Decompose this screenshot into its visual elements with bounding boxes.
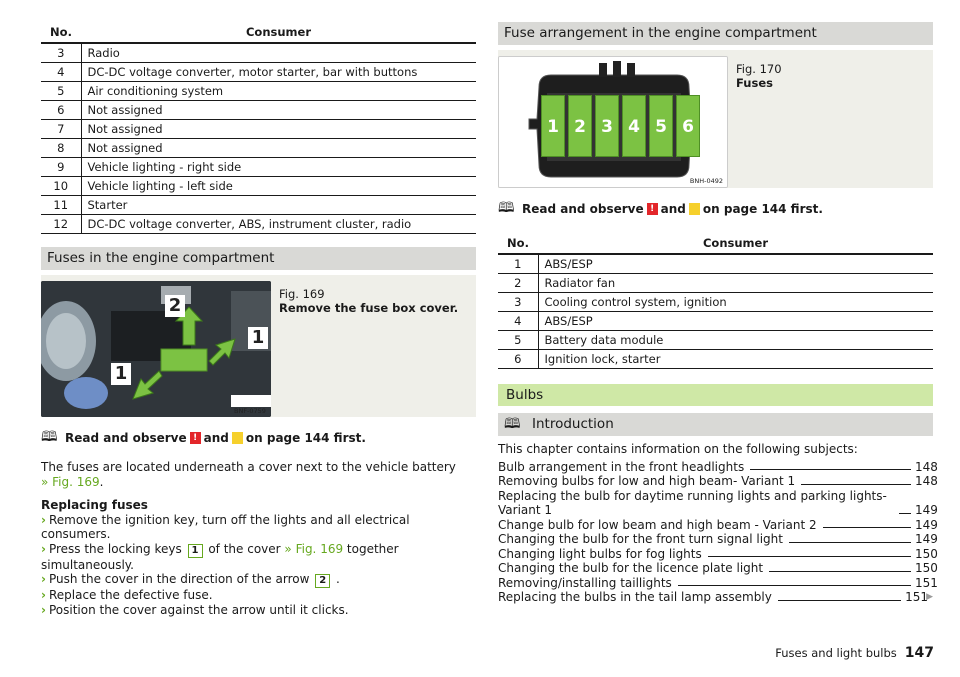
fuse-number: 4 — [498, 312, 538, 331]
step-text: of the cover — [208, 541, 281, 556]
toc-page: 151 — [915, 575, 938, 590]
fuse-consumer: Not assigned — [81, 139, 476, 158]
fuse-number: 11 — [41, 196, 81, 215]
step-text: Replace the defective fuse. — [48, 588, 213, 602]
intro-text: This chapter contains information on the following subjects: — [498, 442, 858, 456]
chevron-right-icon: › — [41, 602, 46, 617]
toc-entry[interactable] — [498, 532, 938, 547]
table-row — [41, 63, 476, 82]
toc-page: 149 — [915, 503, 938, 517]
toc-entry[interactable] — [498, 488, 938, 518]
fuse-consumer: Vehicle lighting - right side — [81, 158, 476, 177]
fuse-number: 5 — [41, 82, 81, 101]
toc-page: 148 — [915, 459, 938, 474]
step-text: Press the locking keys — [48, 541, 182, 556]
steps-list — [41, 513, 476, 618]
chevron-right-icon: › — [41, 572, 46, 586]
figure-caption — [728, 56, 790, 182]
footer-chapter: Fuses and light bulbs — [775, 646, 897, 660]
chevron-right-icon: › — [41, 512, 46, 527]
toc-entry[interactable] — [498, 575, 938, 591]
table-row — [498, 331, 933, 350]
observe-pre: Read and observe — [65, 431, 187, 445]
table-row — [41, 43, 476, 63]
key-label: 2 — [315, 574, 330, 588]
chevron-right-icon: › — [41, 541, 46, 556]
fuse-consumer: ABS/ESP — [538, 254, 933, 274]
toc-entry[interactable] — [498, 561, 938, 576]
key-label: 1 — [188, 544, 203, 558]
toc-page: 150 — [915, 561, 938, 575]
chevron-right-icon: › — [41, 588, 46, 602]
fuse-slot: 6 — [676, 95, 700, 157]
fuse-number: 6 — [498, 350, 538, 369]
col-header-consumer: Consumer — [538, 233, 933, 254]
intro-title: Introduction — [532, 416, 614, 432]
toc-page: 149 — [915, 532, 938, 546]
fuse-consumer: DC-DC voltage converter, ABS, instrument cluster, radio — [81, 215, 476, 234]
intro-paragraph — [41, 460, 476, 489]
fuse-consumer: ABS/ESP — [538, 312, 933, 331]
table-row — [41, 215, 476, 234]
toc-entry[interactable] — [498, 590, 933, 605]
step-text: together simultaneously. — [41, 541, 399, 572]
callout-2: 2 — [165, 295, 185, 317]
toc-label: Removing bulbs for low and high beam- Variant 1 — [498, 474, 796, 488]
figure-caption-text: Remove the fuse box cover. — [279, 301, 459, 315]
toc-label: Replacing the bulb for daytime running lights and parking lights- Variant 1 — [498, 488, 887, 517]
figure-caption — [271, 281, 466, 411]
toc-label: Bulb arrangement in the front headlights — [498, 459, 745, 474]
figure-number: Fig. 169 — [279, 287, 325, 301]
fuse-consumer: Not assigned — [81, 101, 476, 120]
note-icon — [232, 432, 243, 444]
table-row — [498, 293, 933, 312]
toc-label: Removing/installing taillights — [498, 575, 672, 590]
toc-entry[interactable] — [498, 474, 938, 489]
observe-and: and — [660, 202, 686, 216]
fuse-consumer: Air conditioning system — [81, 82, 476, 101]
fuse-table-interior — [41, 22, 476, 234]
step-item — [41, 513, 476, 542]
toc-leader — [823, 527, 911, 528]
step-item — [41, 542, 476, 573]
engine-photo-illustration — [41, 281, 271, 417]
toc-entry[interactable] — [498, 459, 938, 475]
image-code: BNF-0759 — [234, 407, 266, 415]
fuse-consumer: Not assigned — [81, 120, 476, 139]
table-row — [41, 82, 476, 101]
book-icon: 🕮 — [41, 429, 58, 445]
fuse-consumer: Starter — [81, 196, 476, 215]
fuse-slot: 3 — [595, 95, 619, 157]
fuse-slot: 2 — [568, 95, 592, 157]
engine-compartment-image — [41, 281, 271, 417]
step-text: . — [336, 572, 340, 586]
toc-page: 150 — [915, 546, 938, 561]
toc-entry[interactable] — [498, 546, 938, 562]
page-number: 147 — [904, 645, 934, 661]
figure-caption-text: Fuses — [736, 76, 773, 90]
table-row — [41, 196, 476, 215]
warning-icon: ! — [190, 432, 201, 444]
col-header-no: No. — [498, 233, 538, 254]
section-title-engine-fuses: Fuses in the engine compartment — [41, 247, 476, 270]
toc-entry[interactable] — [498, 517, 938, 533]
fuse-number: 1 — [498, 254, 538, 274]
fuse-table-body — [41, 43, 476, 234]
table-row — [41, 101, 476, 120]
fuse-consumer: Battery data module — [538, 331, 933, 350]
table-row — [41, 139, 476, 158]
toc-page: 151 — [905, 590, 928, 604]
figure-169 — [41, 275, 476, 417]
step-text: Push the cover in the direction of the arrow — [48, 572, 310, 586]
fuse-table-body — [498, 254, 933, 369]
toc-label: Changing the bulb for the licence plate light — [498, 561, 764, 575]
intro-text: The fuses are located underneath a cover next to the vehicle battery — [41, 460, 456, 474]
fuse-number: 2 — [498, 274, 538, 293]
fuse-consumer: DC-DC voltage converter, motor starter, bar with buttons — [81, 63, 476, 82]
table-row — [498, 350, 933, 369]
figure-number: Fig. 170 — [736, 62, 782, 76]
callout-1-left: 1 — [111, 363, 131, 385]
observe-and: and — [203, 431, 229, 445]
callout-1-right: 1 — [248, 327, 268, 349]
col-header-no: No. — [41, 22, 81, 43]
figure-170 — [498, 50, 933, 188]
book-icon: 🕮 — [498, 200, 515, 216]
warning-icon: ! — [647, 203, 658, 215]
toc-page: 149 — [915, 517, 938, 532]
step-item — [41, 603, 476, 618]
toc-leader — [769, 571, 911, 572]
intro-end: . — [99, 474, 104, 489]
fuse-slot: 1 — [541, 95, 565, 157]
fuse-slot: 4 — [622, 95, 646, 157]
fuse-number: 12 — [41, 215, 81, 234]
fuse-row — [541, 95, 700, 157]
fuse-number: 7 — [41, 120, 81, 139]
table-row — [41, 120, 476, 139]
toc-label: Change bulb for low beam and high beam - Variant 2 — [498, 517, 817, 532]
continue-arrow-icon: ▶ — [926, 592, 933, 602]
fuse-consumer: Cooling control system, ignition — [538, 293, 933, 312]
section-title-bulbs: Bulbs — [498, 384, 933, 406]
fuse-consumer: Ignition lock, starter — [538, 350, 933, 369]
fuse-number: 10 — [41, 177, 81, 196]
observe-pre: Read and observe — [522, 202, 644, 216]
toc-leader — [778, 600, 901, 601]
fuse-number: 9 — [41, 158, 81, 177]
fuse-consumer: Vehicle lighting - left side — [81, 177, 476, 196]
book-icon: 🕮 — [504, 416, 521, 432]
table-row — [498, 274, 933, 293]
toc-page: 148 — [915, 474, 938, 488]
replacing-heading: Replacing fuses — [41, 498, 148, 512]
observe-post: on page 144 first. — [245, 431, 366, 445]
observe-notice — [498, 197, 933, 221]
section-title-fuse-arrangement: Fuse arrangement in the engine compartment — [498, 22, 933, 45]
toc-leader — [801, 484, 911, 485]
fuse-number: 8 — [41, 139, 81, 158]
toc-leader — [789, 542, 911, 543]
step-item — [41, 572, 476, 588]
step-text: Position the cover against the arrow until it clicks. — [48, 602, 349, 617]
step-text: Remove the ignition key, turn off the lights and all electrical consumers. — [41, 512, 410, 541]
fuse-number: 6 — [41, 101, 81, 120]
left-column — [41, 22, 476, 617]
toc-label: Changing the bulb for the front turn signal light — [498, 532, 783, 546]
fuse-number: 3 — [41, 43, 81, 63]
toc-leader — [750, 469, 911, 470]
fuse-consumer: Radio — [81, 43, 476, 63]
table-row — [41, 158, 476, 177]
toc-leader — [708, 556, 911, 557]
fig-169-link[interactable]: » Fig. 169 — [284, 541, 344, 556]
fig-169-link[interactable]: » Fig. 169 — [41, 474, 100, 489]
toc-leader — [678, 585, 911, 586]
col-header-consumer: Consumer — [81, 22, 476, 43]
observe-notice — [41, 426, 476, 450]
fuse-table-engine — [498, 233, 933, 369]
intro-header — [498, 413, 933, 436]
fuse-slot: 5 — [649, 95, 673, 157]
table-row — [498, 254, 933, 274]
right-column — [498, 22, 938, 605]
fuse-consumer: Radiator fan — [538, 274, 933, 293]
fuse-box-image — [498, 56, 728, 188]
fuse-number: 3 — [498, 293, 538, 312]
fuse-number: 5 — [498, 331, 538, 350]
table-row — [41, 177, 476, 196]
toc-label: Changing light bulbs for fog lights — [498, 546, 702, 561]
toc-leader — [899, 513, 911, 514]
page-footer — [775, 645, 934, 661]
note-icon — [689, 203, 700, 215]
table-row — [498, 312, 933, 331]
toc-label: Replacing the bulbs in the tail lamp assembly — [498, 590, 772, 604]
table-of-contents — [498, 459, 938, 605]
step-item — [41, 588, 476, 603]
image-code: BNH-0492 — [689, 177, 723, 185]
observe-post: on page 144 first. — [702, 202, 823, 216]
fuse-number: 4 — [41, 63, 81, 82]
